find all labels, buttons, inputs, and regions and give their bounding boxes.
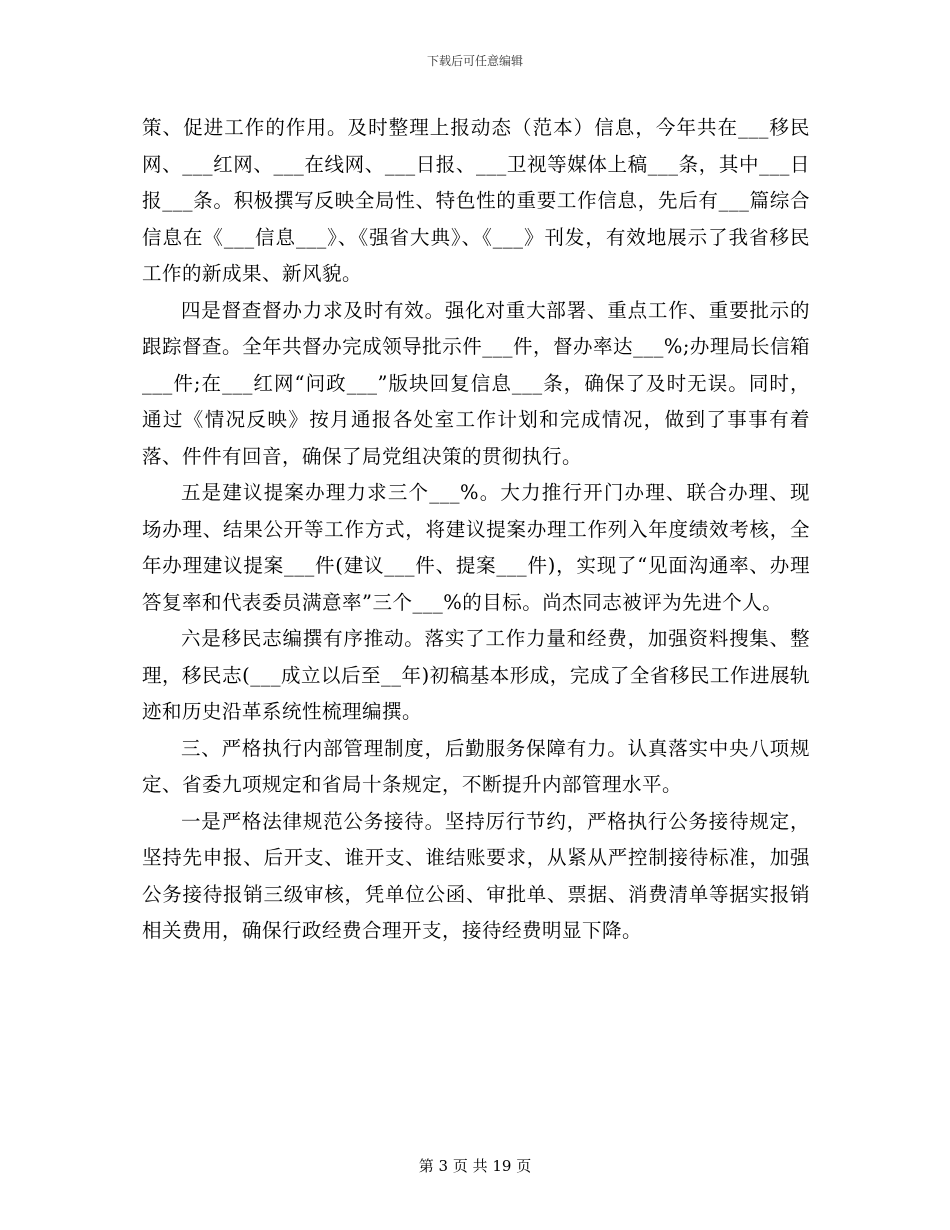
page-header: 下载后可任意编辑 xyxy=(426,54,523,68)
paragraph-3: 五是建议提案办理力求三个___%。大力推行开门办理、联合办理、现场办理、结果公开等工作方式，将建议提案办理工作列入年度绩效考核，全年办理建议提案___件(建议___件、提案___件)，实现了“见面沟通率、办理答复率和代表委员满意率”三个___%的目标。尚杰同志被评为先进个人。 xyxy=(142,481,810,614)
paragraph-2: 四是督查督办力求及时有效。强化对重大部署、重点工作、重要批示的跟踪督查。全年共督办完成领导批示件___件，督办率达___%;办理局长信箱___件;在___红网“问政___”版块回复信息___条，确保了及时无误。同时，通过《情况反映》按月通报各处室工作计划和完成情况，做到了事事有着落、件件有回音，确保了局党组决策的贯彻执行。 xyxy=(142,298,810,468)
paragraph-4: 六是移民志编撰有序推动。落实了工作力量和经费，加强资料搜集、整理，移民志(___成立以后至__年)初稿基本形成，完成了全省移民工作进展轨迹和历史沿革系统性梳理编撰。 xyxy=(142,627,810,723)
page-number-footer: 第 3 页 共 19 页 xyxy=(418,1157,532,1175)
paragraph-1: 策、促进工作的作用。及时整理上报动态（范本）信息，今年共在___移民网、___红网、___在线网、___日报、___卫视等媒体上稿___条，其中___日报___条。积极撰写反映全局性、特色性的重要工作信息，先后有___篇综合信息在《___信息___》、《强省大典》、《___》刊发，有效地展示了我省移民工作的新成果、新风貌。 xyxy=(142,116,810,285)
paragraph-6: 一是严格法律规范公务接待。坚持厉行节约，严格执行公务接待规定，坚持先申报、后开支、谁开支、谁结账要求，从紧从严控制接待标准，加强公务接待报销三级审核，凭单位公函、审批单、票据、消费清单等据实报销相关费用，确保行政经费合理开支，接待经费明显下降。 xyxy=(142,809,810,942)
paragraph-5: 三、严格执行内部管理制度，后勤服务保障有力。认真落实中央八项规定、省委九项规定和省局十条规定，不断提升内部管理水平。 xyxy=(142,736,810,796)
document-body xyxy=(142,110,810,950)
